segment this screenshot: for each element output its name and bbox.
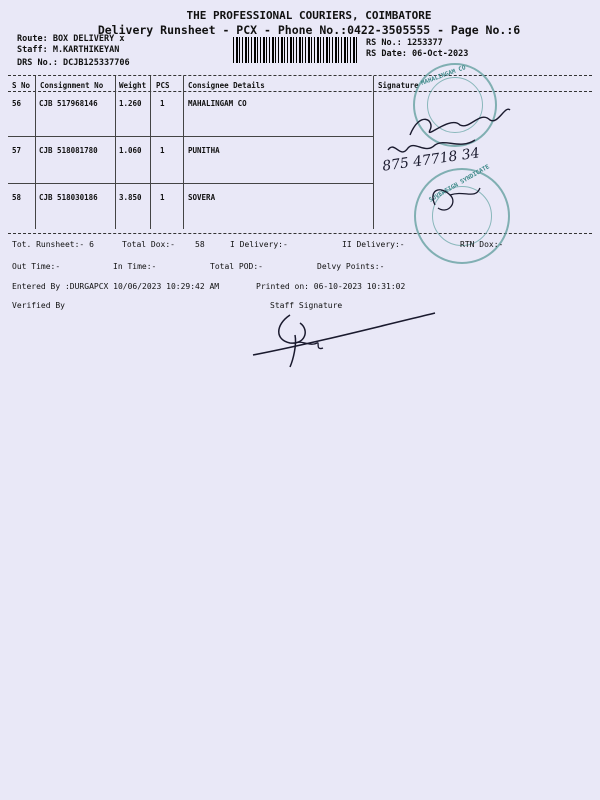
table-top-rule [8, 75, 592, 76]
row-sno: 57 [12, 146, 22, 155]
total-dox-label: Total Dox:- [122, 240, 175, 249]
stamp-text: SOVEREIGN SYNDICATE [427, 163, 491, 204]
row-pcs: 1 [160, 99, 165, 108]
header-pcs: PCS [156, 81, 170, 90]
row-divider [8, 136, 373, 137]
runsheet-title: Delivery Runsheet - PCX - Phone No.:0422-3505555 - Page No.:6 [97, 23, 521, 37]
row-sno: 58 [12, 193, 22, 202]
rtn-dox: RTN Dox:- [460, 240, 504, 249]
verified-by: Verified By [12, 301, 65, 310]
row-consignment: CJB 517968146 [39, 99, 98, 108]
row-sno: 56 [12, 99, 22, 108]
row-consignee: PUNITHA [188, 146, 220, 155]
row-pcs: 1 [160, 146, 165, 155]
col-divider [35, 76, 36, 229]
delvy-points: Delvy Points:- [317, 262, 385, 271]
staff-label: Staff: M.KARTHIKEYAN [17, 45, 120, 55]
header-weight: Weight [119, 81, 147, 90]
company-title: THE PROFESSIONAL COURIERS, COIMBATORE [186, 9, 432, 22]
row-consignee: SOVERA [188, 193, 216, 202]
printed-on: Printed on: 06-10-2023 10:31:02 [256, 282, 406, 291]
col-divider [150, 76, 151, 229]
rs-date: RS Date: 06-Oct-2023 [366, 49, 469, 59]
staff-signature-label: Staff Signature [270, 301, 343, 310]
ii-delivery: II Delivery:- [342, 240, 405, 249]
row-consignee: MAHALINGAM CO [188, 99, 247, 108]
header-sno: S No [12, 81, 31, 90]
col-divider [115, 76, 116, 229]
row-pcs: 1 [160, 193, 165, 202]
header-consignment: Consignment No [40, 81, 104, 90]
tot-runsheet: Tot. Runsheet:- 6 [12, 240, 94, 249]
row-weight: 3.850 [119, 193, 142, 202]
handwritten-phone: 875 47718 34 [381, 145, 481, 175]
header-consignee: Consignee Details [188, 81, 265, 90]
route-label: Route: BOX DELIVERY x [17, 34, 125, 44]
row-divider [8, 183, 373, 184]
drs-number: DRS No.: DCJB125337706 [17, 58, 130, 68]
total-pod: Total POD:- [210, 262, 263, 271]
row-weight: 1.260 [119, 99, 142, 108]
entered-by: Entered By :DURGAPCX 10/06/2023 10:29:42 AM [12, 282, 220, 291]
stamp-text: MAHALINGAM CO [420, 64, 467, 87]
i-delivery: I Delivery:- [230, 240, 288, 249]
row-consignment: CJB 518030186 [39, 193, 98, 202]
col-divider [373, 76, 374, 229]
header-signature: Signature [378, 81, 419, 90]
rs-number: RS No.: 1253377 [366, 38, 443, 48]
staff-signature [245, 305, 445, 370]
total-dox-value: 58 [195, 240, 205, 249]
col-divider [183, 76, 184, 229]
barcode [233, 37, 358, 63]
row-consignment: CJB 518081780 [39, 146, 98, 155]
out-time: Out Time:- [12, 262, 61, 271]
row-weight: 1.060 [119, 146, 142, 155]
in-time: In Time:- [113, 262, 157, 271]
